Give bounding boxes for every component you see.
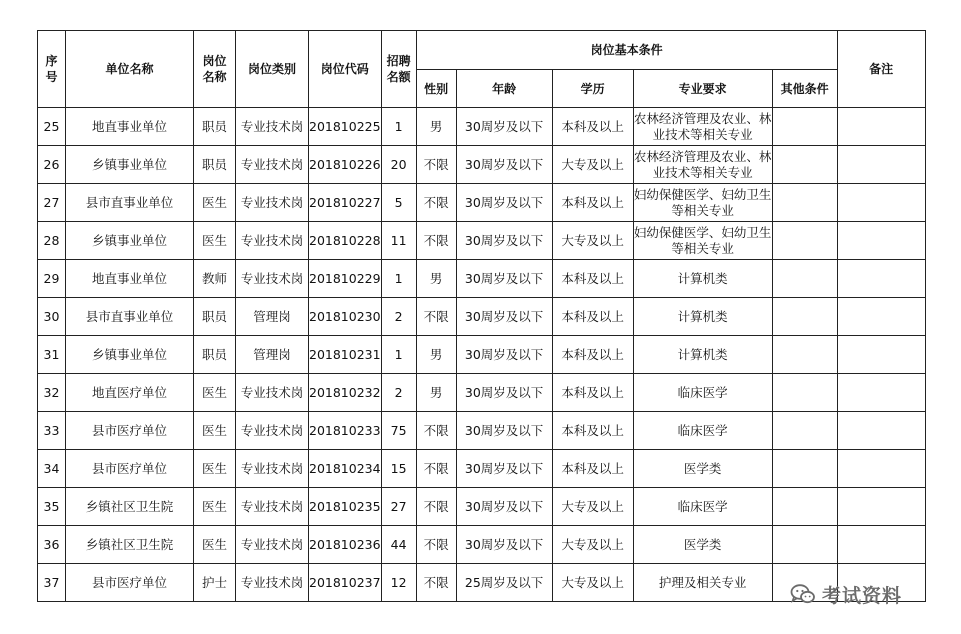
cell-major: 临床医学 [633,412,772,450]
cell-unit: 县市直事业单位 [66,184,194,222]
table-row [38,526,926,564]
cell-post: 医生 [194,450,236,488]
cell-post: 护士 [194,564,236,602]
cell-education: 本科及以上 [552,412,633,450]
cell-quota: 75 [381,412,416,450]
cell-education: 大专及以上 [552,564,633,602]
header-category: 岗位类别 [236,31,309,108]
cell-other [772,298,837,336]
cell-remark [837,412,925,450]
cell-education: 本科及以上 [552,336,633,374]
cell-unit: 地直事业单位 [66,260,194,298]
cell-category: 专业技术岗 [236,564,309,602]
header-unit: 单位名称 [66,31,194,108]
cell-major: 医学类 [633,526,772,564]
cell-code: 201810226 [309,146,382,184]
cell-post: 医生 [194,374,236,412]
cell-unit: 乡镇事业单位 [66,222,194,260]
table-row [38,412,926,450]
cell-quota: 1 [381,260,416,298]
cell-age: 30周岁及以下 [456,184,552,222]
cell-category: 专业技术岗 [236,526,309,564]
cell-category: 专业技术岗 [236,450,309,488]
cell-quota: 1 [381,336,416,374]
cell-seq: 33 [38,412,66,450]
header-remark: 备注 [837,31,925,108]
cell-other [772,488,837,526]
cell-education: 本科及以上 [552,260,633,298]
header-basic-conditions: 岗位基本条件 [416,31,837,70]
cell-seq: 28 [38,222,66,260]
cell-post: 医生 [194,526,236,564]
cell-seq: 32 [38,374,66,412]
cell-education: 本科及以上 [552,450,633,488]
cell-remark [837,146,925,184]
cell-other [772,336,837,374]
cell-education: 大专及以上 [552,488,633,526]
table-row [38,450,926,488]
cell-major: 护理及相关专业 [633,564,772,602]
table-row [38,222,926,260]
cell-code: 201810236 [309,526,382,564]
cell-education: 大专及以上 [552,146,633,184]
cell-unit: 县市医疗单位 [66,412,194,450]
cell-post: 职员 [194,146,236,184]
cell-unit: 地直医疗单位 [66,374,194,412]
header-post: 岗位 名称 [194,31,236,108]
cell-gender: 不限 [416,222,456,260]
cell-seq: 37 [38,564,66,602]
cell-seq: 27 [38,184,66,222]
cell-post: 医生 [194,184,236,222]
cell-code: 201810225 [309,108,382,146]
cell-gender: 男 [416,108,456,146]
cell-other [772,222,837,260]
cell-post: 职员 [194,298,236,336]
cell-quota: 20 [381,146,416,184]
cell-remark [837,374,925,412]
cell-age: 25周岁及以下 [456,564,552,602]
cell-age: 30周岁及以下 [456,488,552,526]
cell-gender: 男 [416,336,456,374]
cell-code: 201810232 [309,374,382,412]
cell-unit: 地直事业单位 [66,108,194,146]
cell-unit: 乡镇事业单位 [66,146,194,184]
cell-remark [837,260,925,298]
cell-category: 管理岗 [236,336,309,374]
cell-other [772,526,837,564]
cell-other [772,184,837,222]
watermark-text: 考试资料 [822,584,903,607]
header-major: 专业要求 [633,70,772,108]
cell-category: 专业技术岗 [236,260,309,298]
cell-major: 农林经济管理及农业、林业技术等相关专业 [633,108,772,146]
table-row [38,298,926,336]
cell-gender: 不限 [416,450,456,488]
cell-remark [837,526,925,564]
cell-age: 30周岁及以下 [456,336,552,374]
cell-code: 201810227 [309,184,382,222]
cell-quota: 1 [381,108,416,146]
cell-post: 医生 [194,412,236,450]
cell-unit: 乡镇社区卫生院 [66,526,194,564]
cell-seq: 26 [38,146,66,184]
header-quota: 招聘 名额 [381,31,416,108]
cell-remark [837,488,925,526]
cell-remark [837,336,925,374]
cell-quota: 11 [381,222,416,260]
header-age: 年龄 [456,70,552,108]
cell-post: 医生 [194,488,236,526]
cell-category: 管理岗 [236,298,309,336]
cell-major: 计算机类 [633,298,772,336]
cell-gender: 不限 [416,488,456,526]
cell-major: 计算机类 [633,336,772,374]
table-row [38,260,926,298]
cell-age: 30周岁及以下 [456,450,552,488]
table-row [38,184,926,222]
cell-age: 30周岁及以下 [456,222,552,260]
cell-age: 30周岁及以下 [456,298,552,336]
cell-unit: 乡镇社区卫生院 [66,488,194,526]
cell-gender: 男 [416,374,456,412]
cell-age: 30周岁及以下 [456,412,552,450]
cell-quota: 5 [381,184,416,222]
cell-gender: 不限 [416,298,456,336]
cell-seq: 25 [38,108,66,146]
cell-category: 专业技术岗 [236,108,309,146]
cell-code: 201810235 [309,488,382,526]
cell-category: 专业技术岗 [236,146,309,184]
wechat-icon [790,583,816,605]
cell-quota: 15 [381,450,416,488]
cell-age: 30周岁及以下 [456,260,552,298]
cell-post: 职员 [194,108,236,146]
cell-remark [837,184,925,222]
cell-quota: 12 [381,564,416,602]
cell-other [772,260,837,298]
header-education: 学历 [552,70,633,108]
cell-education: 本科及以上 [552,108,633,146]
cell-category: 专业技术岗 [236,222,309,260]
cell-gender: 不限 [416,412,456,450]
cell-education: 本科及以上 [552,184,633,222]
cell-code: 201810233 [309,412,382,450]
header-seq: 序 号 [38,31,66,108]
cell-unit: 乡镇事业单位 [66,336,194,374]
cell-other [772,374,837,412]
cell-remark [837,450,925,488]
recruitment-table [37,30,926,602]
cell-age: 30周岁及以下 [456,146,552,184]
cell-code: 201810237 [309,564,382,602]
cell-post: 医生 [194,222,236,260]
cell-education: 大专及以上 [552,222,633,260]
cell-gender: 不限 [416,526,456,564]
cell-quota: 27 [381,488,416,526]
cell-age: 30周岁及以下 [456,374,552,412]
cell-seq: 36 [38,526,66,564]
cell-quota: 2 [381,374,416,412]
watermark [790,580,940,608]
table-row [38,374,926,412]
table-row [38,336,926,374]
cell-gender: 不限 [416,146,456,184]
cell-major: 临床医学 [633,374,772,412]
cell-gender: 不限 [416,564,456,602]
cell-code: 201810230 [309,298,382,336]
table-row [38,108,926,146]
cell-category: 专业技术岗 [236,184,309,222]
cell-category: 专业技术岗 [236,374,309,412]
cell-unit: 县市医疗单位 [66,564,194,602]
cell-major: 妇幼保健医学、妇幼卫生等相关专业 [633,222,772,260]
cell-post: 教师 [194,260,236,298]
cell-seq: 31 [38,336,66,374]
cell-unit: 县市直事业单位 [66,298,194,336]
cell-code: 201810228 [309,222,382,260]
cell-seq: 30 [38,298,66,336]
cell-major: 医学类 [633,450,772,488]
cell-education: 大专及以上 [552,526,633,564]
cell-seq: 29 [38,260,66,298]
cell-education: 本科及以上 [552,374,633,412]
cell-unit: 县市医疗单位 [66,450,194,488]
cell-gender: 不限 [416,184,456,222]
cell-code: 201810231 [309,336,382,374]
cell-quota: 2 [381,298,416,336]
cell-major: 临床医学 [633,488,772,526]
cell-quota: 44 [381,526,416,564]
table-row [38,146,926,184]
cell-category: 专业技术岗 [236,488,309,526]
cell-major: 妇幼保健医学、妇幼卫生等相关专业 [633,184,772,222]
cell-remark [837,222,925,260]
cell-gender: 男 [416,260,456,298]
header-other: 其他条件 [772,70,837,108]
cell-education: 本科及以上 [552,298,633,336]
cell-code: 201810234 [309,450,382,488]
cell-major: 农林经济管理及农业、林业技术等相关专业 [633,146,772,184]
cell-major: 计算机类 [633,260,772,298]
cell-code: 201810229 [309,260,382,298]
cell-age: 30周岁及以下 [456,526,552,564]
cell-other [772,108,837,146]
cell-seq: 34 [38,450,66,488]
cell-other [772,146,837,184]
cell-remark [837,298,925,336]
cell-remark [837,108,925,146]
cell-other [772,450,837,488]
cell-category: 专业技术岗 [236,412,309,450]
cell-age: 30周岁及以下 [456,108,552,146]
cell-post: 职员 [194,336,236,374]
table-row [38,488,926,526]
header-code: 岗位代码 [309,31,382,108]
header-gender: 性别 [416,70,456,108]
cell-seq: 35 [38,488,66,526]
cell-other [772,412,837,450]
